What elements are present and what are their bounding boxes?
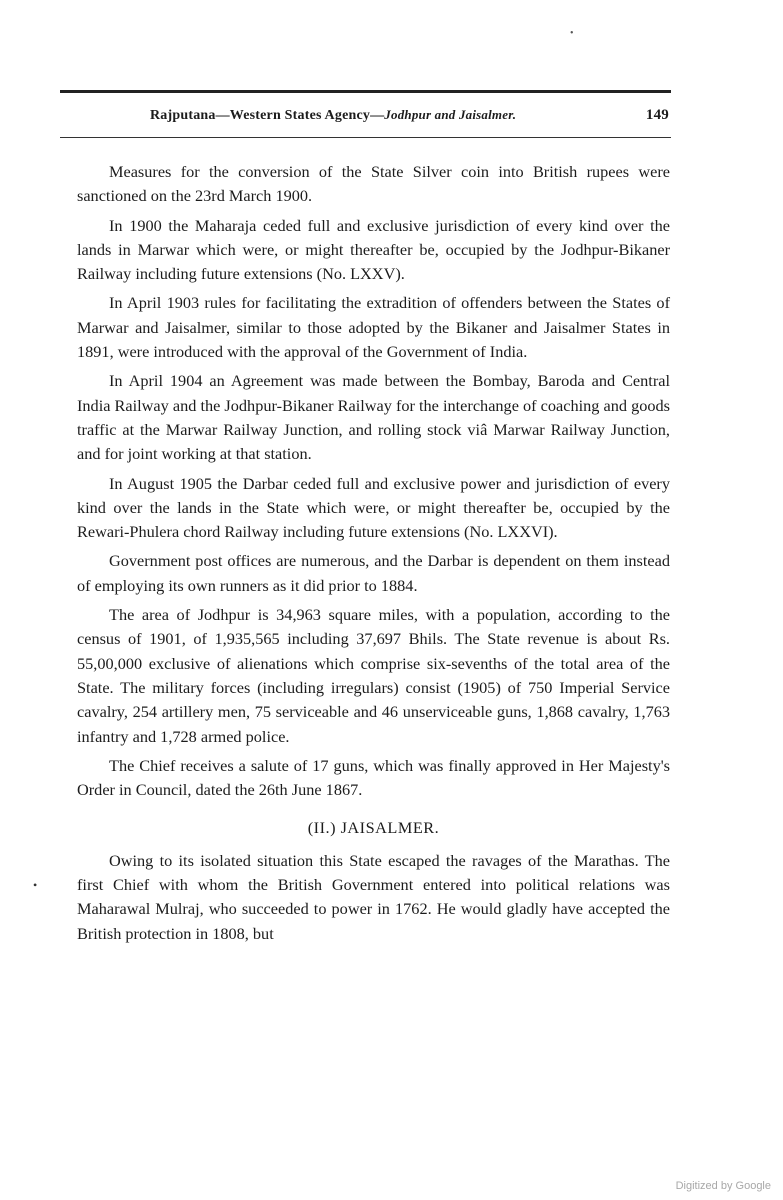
section-heading: (II.) JAISALMER.: [307, 818, 440, 838]
paragraph-post-offices: Government post offices are numerous, and the Darbar is dependent on them instead of employing its own runners as it did prior to 1884.: [77, 551, 670, 595]
page-number: 149: [645, 107, 669, 123]
running-subtitle: Jodhpur and Jaisalmer.: [384, 107, 517, 122]
paragraph-extradition-1903: In April 1903 rules for facilitating the extradition of offenders between the States of Marwar and Jaisalmer, similar to those adopted by the Bikaner and Jaisalmer States in 1891, were introduced with the approval of the Government of India.: [77, 293, 670, 362]
running-header: [150, 107, 671, 124]
running-title: Rajputana—Western States Agency—: [150, 108, 385, 123]
paragraph-silver-coin: Measures for the conversion of the State Silver coin into British rupees were sanctioned on the 23rd March 1900.: [77, 162, 670, 206]
top-rule: [60, 90, 671, 93]
header-rule: [60, 137, 671, 138]
body-text: [77, 160, 670, 951]
paragraph-jurisdiction-1900: In 1900 the Maharaja ceded full and exclusive jurisdiction of every kind over the lands in Marwar which were, or might thereafter be, occupied by the Jodhpur-Bikaner Railway including future extensions (No. LXXV).: [77, 215, 670, 284]
speck-mark: •: [570, 28, 574, 39]
paragraph-area-population: The area of Jodhpur is 34,963 square miles, with a population, according to the census of 1901, of 1,935,565 including 37,697 Bhils. The State revenue is about Rs. 55,00,000 exclusive of alienations which comprise six-sevenths of the total area of the State. The military forces (including irregulars) consist (1905) of 750 Imperial Service cavalry, 254 artillery men, 75 serviceable and 46 unserviceable guns, 1,868 cavalry, 1,763 infantry and 1,728 armed police.: [77, 605, 670, 746]
paragraph-salute: The Chief receives a salute of 17 guns, which was finally approved in Her Majesty's Order in Council, dated the 26th June 1867.: [77, 755, 670, 800]
paragraph-jurisdiction-1905: In August 1905 the Darbar ceded full and exclusive power and jurisdiction of every kind over the lands in the State which were, or might thereafter be, occupied by the Rewari-Phulera chord Railway including future extensions (No. LXXVI).: [77, 473, 670, 542]
paragraph-agreement-1904: In April 1904 an Agreement was made between the Bombay, Baroda and Central India Railway and the Jodhpur-Bikaner Railway for the interchange of coaching and goods traffic at the Marwar Railway Junction, and rolling stock viâ Marwar Railway Junction, and for joint working at that station.: [77, 371, 670, 464]
paragraph-jaisalmer: Owing to its isolated situation this State escaped the ravages of the Marathas. The first Chief with whom the British Government entered into political relations was Maharawal Mulraj, who succeeded to power in 1762. He would gladly have accepted the British protection in 1808, but: [77, 850, 670, 943]
margin-dot: •: [33, 878, 38, 892]
digitized-credit: Digitized by Google: [675, 1180, 771, 1192]
